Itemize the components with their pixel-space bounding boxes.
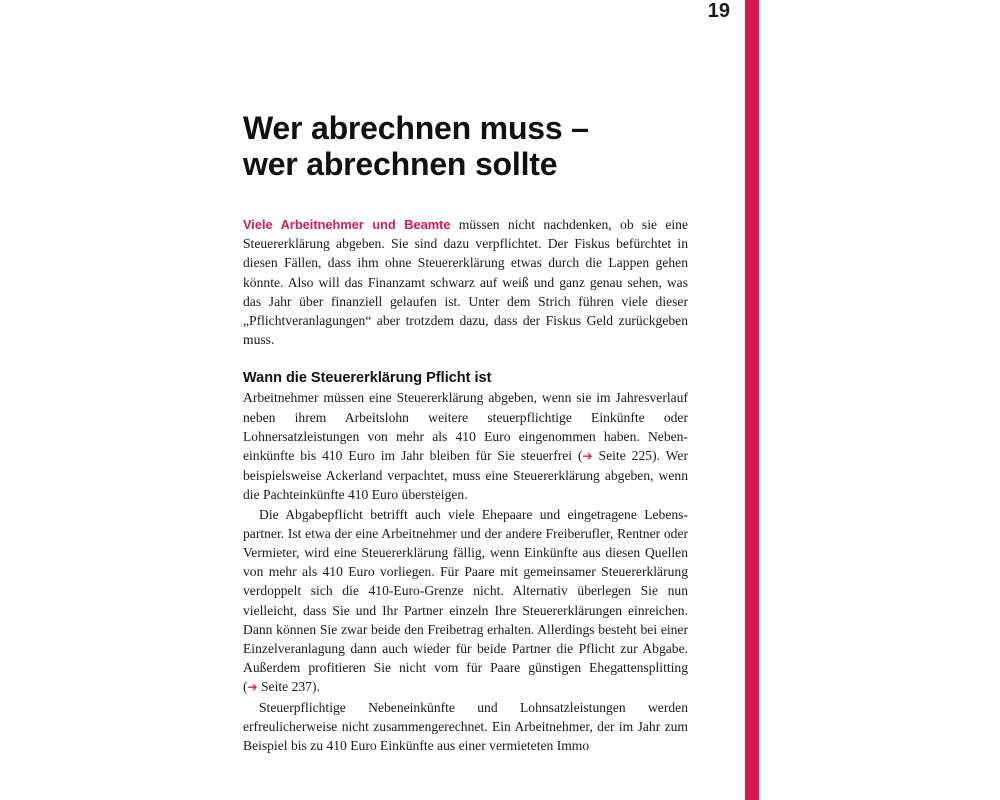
arrow-right-icon: ➔	[247, 680, 258, 695]
title-line-1: Wer abrechnen muss –	[243, 110, 589, 146]
page-reference-label: Seite 237	[261, 679, 312, 695]
paragraph-2-text: Die Abgabepflicht betrifft auch viele Ehepaare und eingetragene Lebenspartner. Ist etwa der eine Arbeitnehmer und der andere Freiberufler, Rentner oder Vermieter, wird eine Steuererklärung fällig, wenn Einkünfte aus diesen Quellen von mehr als 410 Euro vorliegen. Für Paare mit gemeinsamer Steuererklärung verdoppelt sich die 410-Euro-Grenze nicht. Alternativ überlegen Sie nun vielleicht, dass Sie und Ihr Partner einzeln Ihre Steuererklärungen einreichen. Dann können Sie zwar beide den Freibetrag erhalten. Allerdings besteht bei einer Einzelveranlagung dann auch wieder für beide Partner die Pflicht zur Abgabe. Außerdem profitieren Sie nicht vom für Paare günstigen Ehegattensplitting (	[243, 506, 688, 695]
intro-text: müssen nicht nachdenken, ob sie eine Steuererklärung abgeben. Sie sind dazu verpflichtet. Der Fiskus befürchtet in diesen Fällen, dass ihm ohne Steuererklärung etwas durch die Lappen gehen könnte. Also will das Finanzamt schwarz auf weiß und ganz genau sehen, was das Jahr über finanziell gelaufen ist. Unter dem Strich führen viele dieser „Pflichtveranlagungen“ aber trotzdem dazu, dass der Fiskus Geld zurückgeben muss.	[243, 217, 688, 348]
arrow-right-icon: ➔	[582, 449, 593, 464]
paragraph-3: Steuerpflichtige Nebeneinkünfte und Lohnsatzleistungen werden erfreulicherweise nicht zusammengerechnet. Ein Arbeitnehmer, der im Jahr zum Beispiel bis zu 410 Euro Einkünfte aus einer vermieteten Immo	[243, 699, 688, 754]
page-reference-label: Seite 225	[598, 448, 653, 464]
page-reference-237[interactable]	[248, 679, 312, 694]
paragraph-1-text: Arbeitnehmer müssen eine Steuererklärung abgeben, wenn sie im Jahresverlauf neben ihrem Arbeitslohn weitere steuerpflichtige Einkünfte oder Lohnersatzleistungen von mehr als 410 Euro eingenommen haben. Nebeneinkünfte bis 410 Euro im Jahr bleiben für Sie steuerfrei (	[243, 390, 688, 464]
page-number: 19	[707, 0, 730, 22]
chapter-color-bar	[745, 0, 759, 800]
page-content	[243, 110, 688, 755]
intro-paragraph	[243, 215, 688, 349]
paragraph-2-text-end: ).	[311, 679, 320, 695]
page-title	[243, 110, 688, 182]
paragraph-2	[243, 505, 688, 698]
page-reference-225[interactable]	[583, 448, 653, 463]
paragraph-1-text-end: ). Wer beispielsweise Ackerland verpachtet, muss eine Steuererklärung abgeben, wenn die Pachteinkünfte 410 Euro übersteigen.	[243, 448, 688, 503]
intro-lead: Viele Arbeitnehmer und Beamte	[243, 217, 451, 232]
section-heading: Wann die Steuererklärung Pflicht ist	[243, 370, 492, 387]
paragraph-1	[243, 388, 688, 504]
title-line-2: wer abrechnen sollte	[243, 146, 558, 182]
